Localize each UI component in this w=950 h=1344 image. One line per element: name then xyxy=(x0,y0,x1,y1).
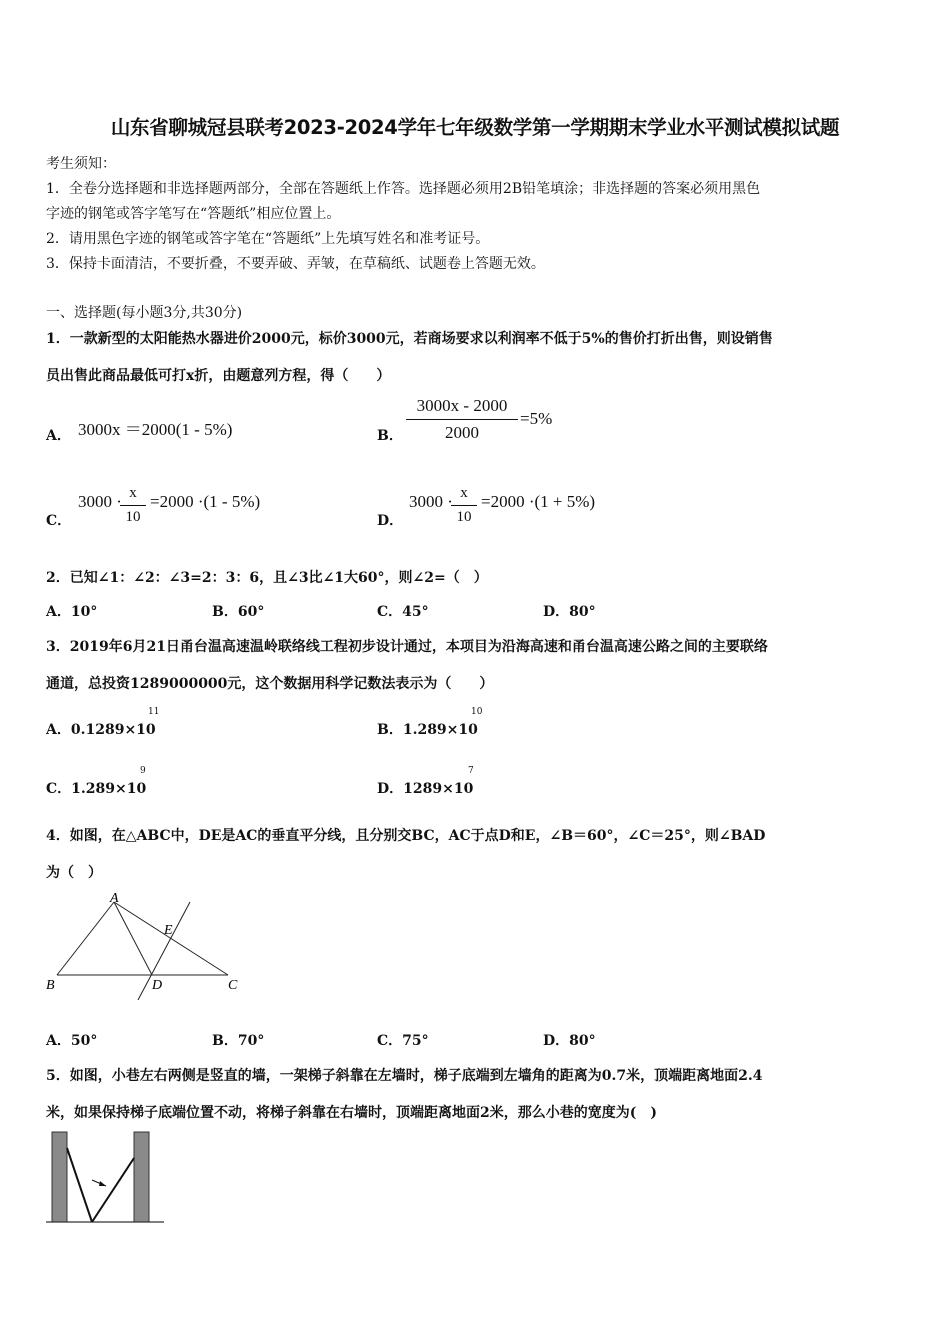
q3-option-b[interactable]: B．1.289×10 xyxy=(377,722,478,738)
ladder-right xyxy=(92,1158,134,1222)
q1-stem-line-2: 员出售此商品最低可打x折，由题意列方程，得（ ） xyxy=(46,368,391,384)
q4-option-a[interactable]: A．50° xyxy=(46,1033,98,1049)
q1-option-a-expr: 3000x ＝2000(1 - 5%) xyxy=(78,420,233,439)
q1-option-d-numerator: x xyxy=(460,485,468,501)
q4-option-c[interactable]: C．75° xyxy=(377,1033,429,1049)
q3-option-b-exponent: 10 xyxy=(471,707,483,717)
notice-item-1-line-1: 1．全卷分选择题和非选择题两部分，全部在答题纸上作答。选择题必须用2B铅笔填涂；非选择题的答案必须用黑色 xyxy=(46,181,761,197)
q4-stem-line-2: 为（ ） xyxy=(46,865,102,881)
q4-option-b[interactable]: B．70° xyxy=(212,1033,265,1049)
q1-option-b-label[interactable]: B． xyxy=(377,428,403,444)
q3-option-a-exponent: 11 xyxy=(148,707,160,717)
q2-option-b[interactable]: B．60° xyxy=(212,604,265,620)
point-label-a: A xyxy=(110,891,119,906)
q3-option-d[interactable]: D．1289×10 xyxy=(377,781,474,797)
q2-stem: 2．已知∠1：∠2：∠3=2：3：6，且∠3比∠1大60°，则∠2=（ ） xyxy=(46,570,488,586)
fraction-bar xyxy=(406,419,518,420)
segment-ad xyxy=(114,902,152,975)
q5-alley-ladder-figure xyxy=(44,1128,166,1226)
q1-option-c-rhs: =2000 ·(1 - 5%) xyxy=(150,492,261,511)
left-wall xyxy=(52,1132,67,1222)
notice-item-2: 2．请用黑色字迹的钢笔或答字笔在“答题纸”上先填写姓名和准考证号。 xyxy=(46,231,490,247)
ladder-left xyxy=(67,1148,92,1222)
q1-option-b-fraction xyxy=(406,396,518,443)
q1-option-d-lhs: 3000 · xyxy=(409,492,453,511)
q4-triangle-figure xyxy=(40,888,250,1006)
q1-option-b-numerator: 3000x - 2000 xyxy=(416,396,508,415)
perpendicular-bisector-de xyxy=(138,902,190,1000)
q1-option-c-fraction xyxy=(120,485,146,526)
q3-stem-line-1: 3．2019年6月21日甬台温高速温岭联络线工程初步设计通过，本项目为沿海高速和甬台温高速公路之间的主要联络 xyxy=(46,639,768,655)
q1-option-d-rhs: =2000 ·(1 + 5%) xyxy=(481,492,596,511)
q3-option-c-exponent: 9 xyxy=(140,766,146,776)
q3-option-a[interactable]: A．0.1289×10 xyxy=(46,722,156,738)
q1-option-b-denominator: 2000 xyxy=(445,423,479,442)
q5-stem-line-1: 5．如图，小巷左右两侧是竖直的墙，一架梯子斜靠在左墙时，梯子底端到左墙角的距离为0.7米，顶端距离地面2.4 xyxy=(46,1068,763,1084)
q1-option-c-lhs: 3000 · xyxy=(78,492,122,511)
point-label-b: B xyxy=(46,978,55,993)
q3-option-c[interactable]: C．1.289×10 xyxy=(46,781,147,797)
q1-option-a-label[interactable]: A． xyxy=(46,428,71,444)
arrow-head-icon xyxy=(99,1181,106,1186)
q3-stem-line-2: 通道，总投资1289000000元，这个数据用科学记数法表示为（ ） xyxy=(46,676,494,692)
point-label-d: D xyxy=(152,978,163,993)
fraction-bar xyxy=(120,505,146,506)
q2-option-d[interactable]: D．80° xyxy=(543,604,596,620)
page-title: 山东省聊城冠县联考2023-2024学年七年级数学第一学期期末学业水平测试模拟试题 xyxy=(110,116,840,139)
point-label-e: E xyxy=(164,923,173,938)
notice-heading: 考生须知： xyxy=(46,156,116,172)
notice-item-3: 3．保持卡面清洁，不要折叠，不要弄破、弄皱，在草稿纸、试题卷上答题无效。 xyxy=(46,256,545,272)
q1-option-d-denominator: 10 xyxy=(456,509,472,525)
q1-option-d-label[interactable]: D． xyxy=(377,513,404,529)
q1-option-c-denominator: 10 xyxy=(125,509,141,525)
q5-stem-line-2: 米，如果保持梯子底端位置不动，将梯子斜靠在右墙时，顶端距离地面2米，那么小巷的宽度为( ) xyxy=(46,1105,657,1121)
q1-option-b-rhs: =5% xyxy=(520,409,553,428)
q1-option-c-label[interactable]: C． xyxy=(46,513,72,529)
q3-option-d-exponent: 7 xyxy=(468,766,474,776)
q2-option-c[interactable]: C．45° xyxy=(377,604,429,620)
point-label-c: C xyxy=(228,978,238,993)
q2-option-a[interactable]: A．10° xyxy=(46,604,98,620)
q1-option-d-fraction xyxy=(451,485,477,526)
right-wall xyxy=(134,1132,149,1222)
q4-option-d[interactable]: D．80° xyxy=(543,1033,596,1049)
section-heading: 一、选择题(每小题3分,共30分) xyxy=(46,305,243,321)
q4-stem-line-1: 4．如图，在△ABC中，DE是AC的垂直平分线，且分别交BC，AC于点D和E，∠B＝60°，∠C＝25°，则∠BAD xyxy=(46,828,766,844)
segment-ab xyxy=(57,902,114,975)
notice-item-1-line-2: 字迹的钢笔或答字笔写在“答题纸”相应位置上。 xyxy=(46,206,341,222)
q1-option-c-numerator: x xyxy=(129,485,137,501)
fraction-bar xyxy=(451,505,477,506)
q1-stem-line-1: 1．一款新型的太阳能热水器进价2000元，标价3000元，若商场要求以利润率不低于5%的售价打折出售，则设销售 xyxy=(46,331,773,347)
